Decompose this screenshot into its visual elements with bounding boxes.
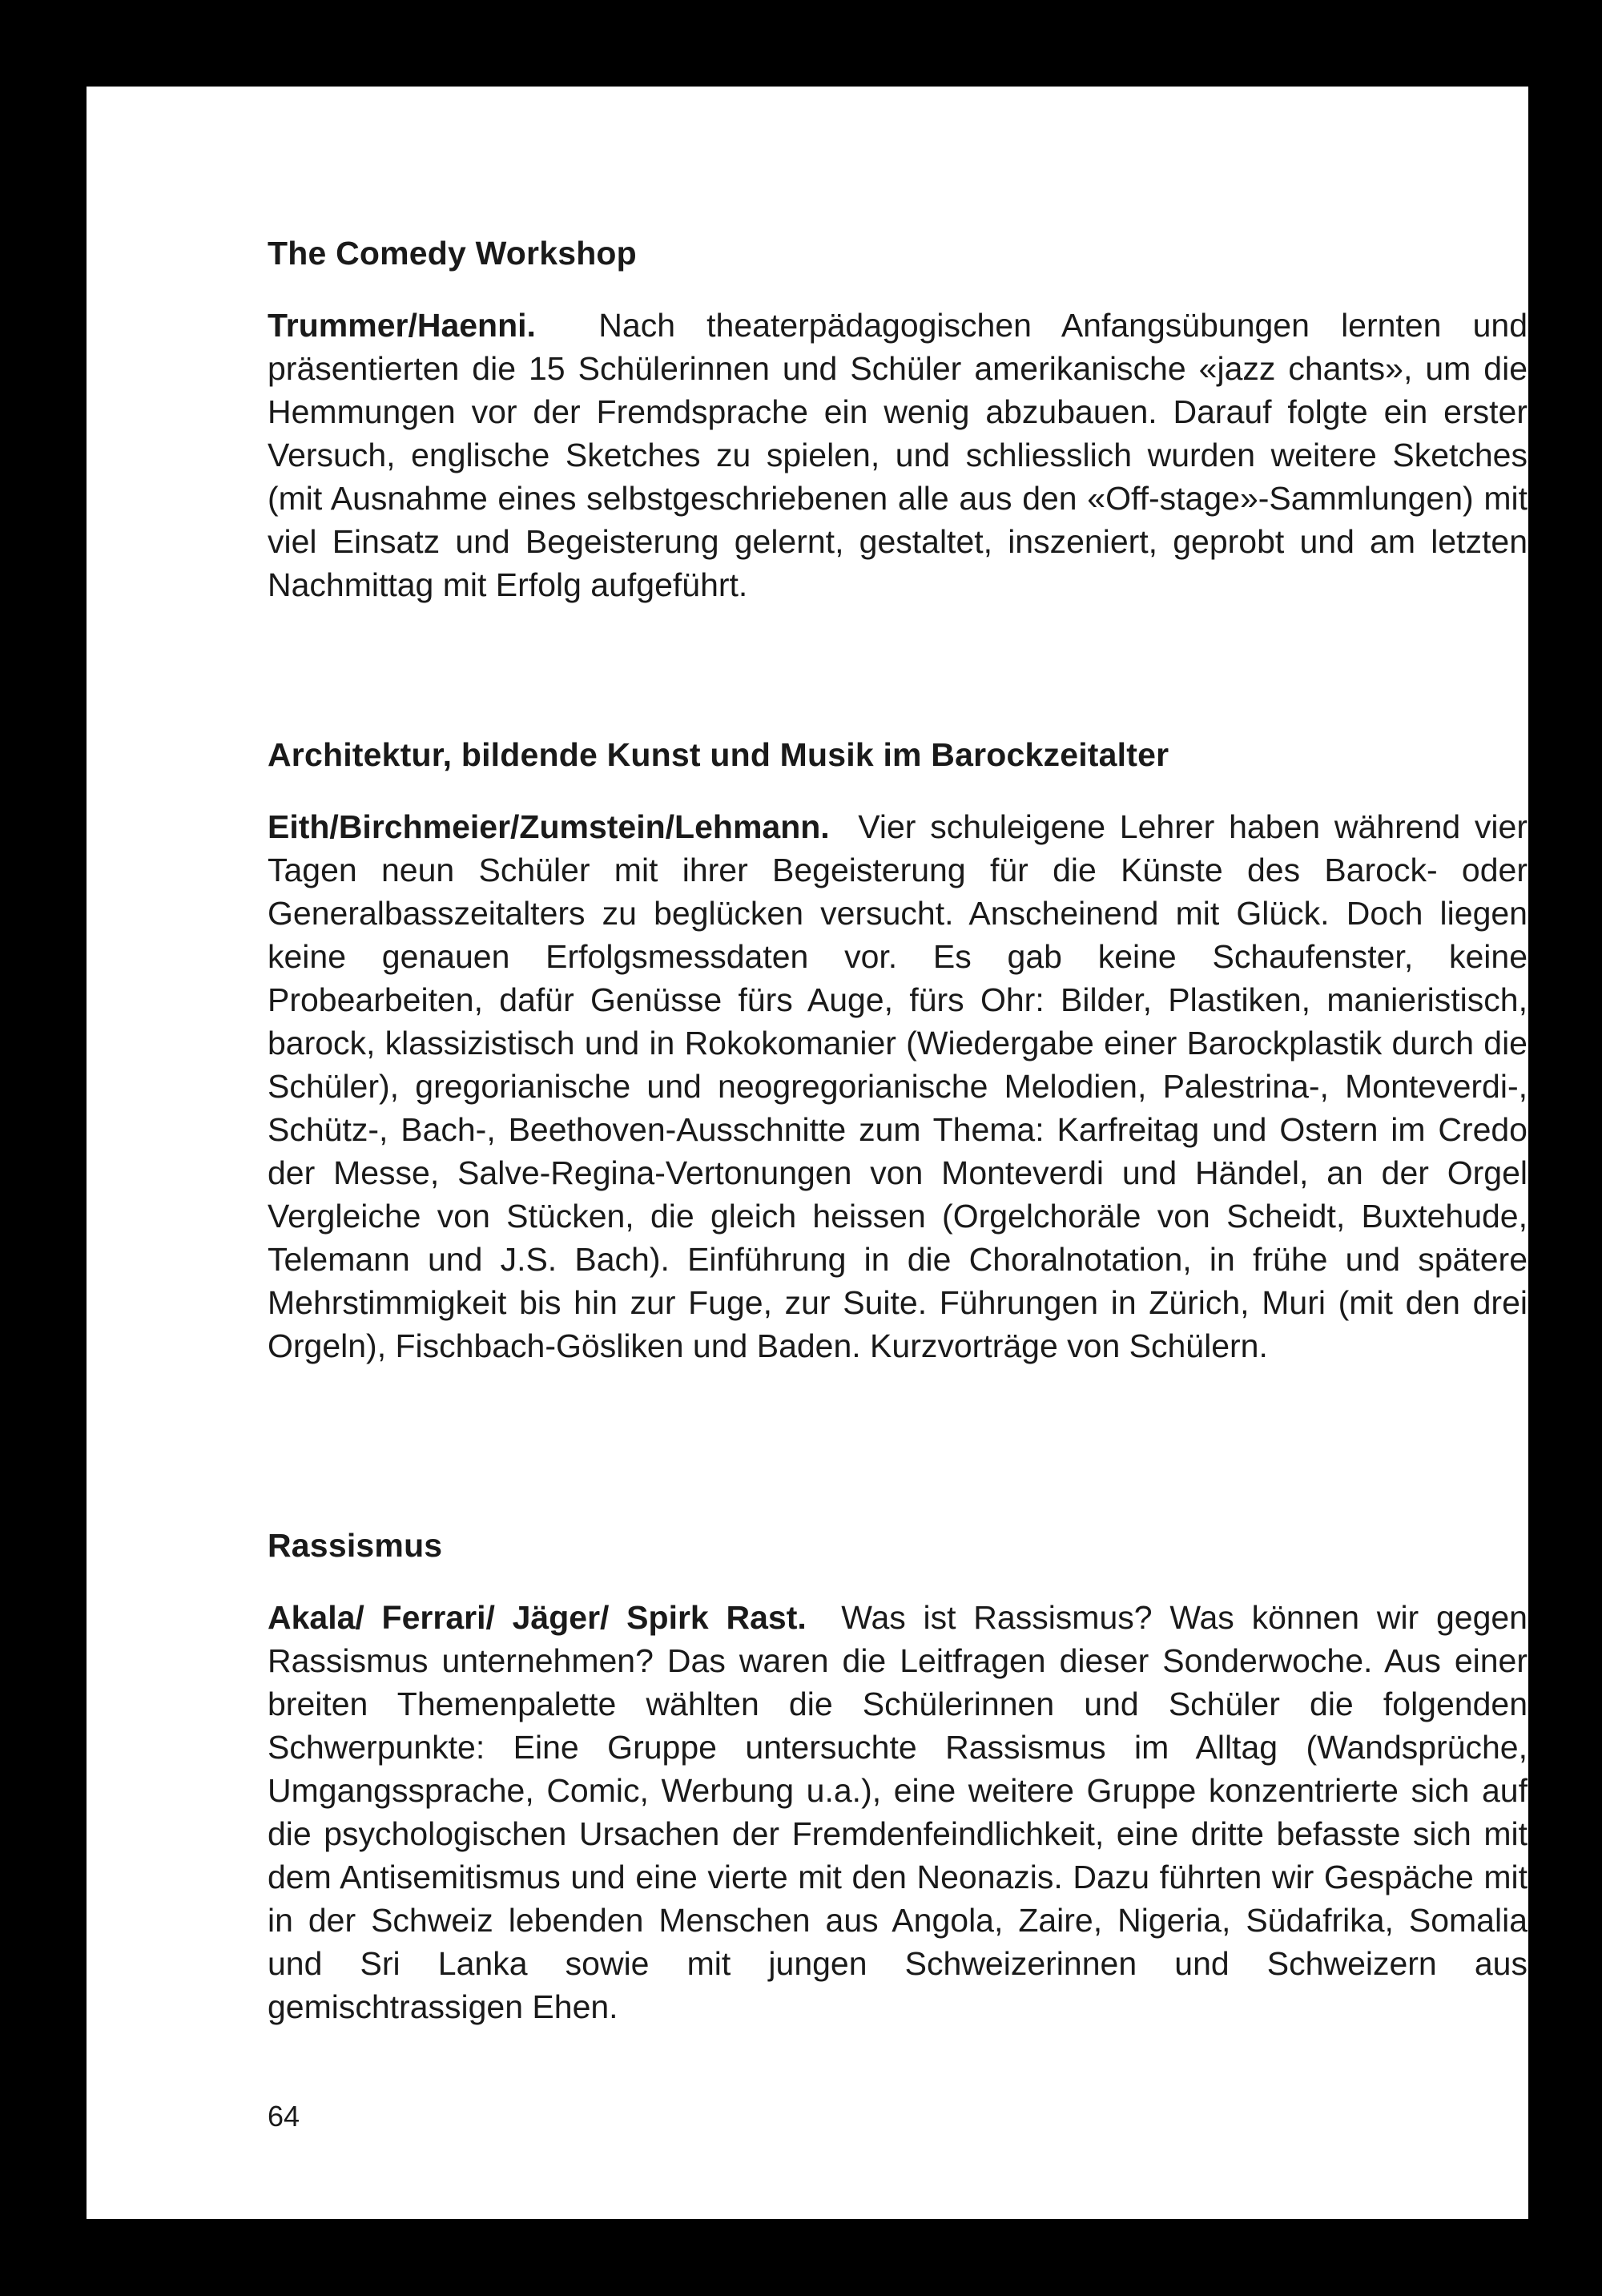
section-body	[268, 805, 1528, 1368]
section-authors: Akala/ Ferrari/ Jäger/ Spirk Rast.	[268, 1599, 807, 1636]
section-title: Rassismus	[268, 1527, 443, 1564]
section-title: Architektur, bildende Kunst und Musik im Barockzeitalter	[268, 736, 1169, 773]
page-number: 64	[268, 2100, 300, 2133]
document-page	[87, 87, 1528, 2219]
section-authors: Eith/Birchmeier/Zumstein/Lehmann.	[268, 808, 830, 845]
section-text: Vier schuleigene Lehrer haben während vier Tagen neun Schüler mit ihrer Begeisterung für die Künste des Barock- oder Generalbasszeitalters zu beglücken versucht. Anscheinend mit Glück. Doch liegen keine genauen Erfolgsmessdaten vor. Es gab keine Schaufenster, keine Probearbeiten, dafür Genüsse fürs Auge, fürs Ohr: Bilder, Plastiken, manieristisch, barock, klassizistisch und in Rokokomanier (Wiedergabe einer Barockplastik durch die Schüler), gregorianische und neogregorianische Melodien, Palestrina-, Monteverdi-, Schütz-, Bach-, Beethoven-Ausschnitte zum Thema: Karfreitag und Ostern im Credo der Messe, Salve-Regina-Vertonungen von Monteverdi und Händel, an der Orgel Vergleiche von Stücken, die gleich heissen (Orgelchoräle von Scheidt, Buxtehude, Telemann und J.S. Bach). Einführung in die Choralnotation, in frühe und spätere Mehrstimmigkeit bis hin zur Fuge, zur Suite. Führungen in Zürich, Muri (mit den drei Orgeln), Fischbach-Gösliken und Baden. Kurzvorträge von Schülern.	[268, 808, 1528, 1364]
section-authors: Trummer/Haenni.	[268, 307, 536, 344]
section-body	[268, 304, 1528, 606]
section-comedy-workshop	[268, 232, 1528, 606]
section-text: Nach theaterpädagogischen Anfangsübungen lernten und präsentierten die 15 Schülerinnen und Schüler amerikanische «jazz chants», um die Hemmungen vor der Fremdsprache ein wenig abzubauen. Darauf folgte ein erster Versuch, englische Sketches zu spielen, und schliesslich wurden weitere Sketches (mit Ausnahme eines selbstgeschriebenen alle aus den «Off-stage»-Sammlungen) mit viel Einsatz und Begeisterung gelernt, gestaltet, inszeniert, geprobt und am letzten Nachmittag mit Erfolg aufgeführt.	[268, 307, 1528, 603]
section-body	[268, 1596, 1528, 2028]
section-text: Was ist Rassismus? Was können wir gegen Rassismus unternehmen? Das waren die Leitfragen dieser Sonderwoche. Aus einer breiten Themenpalette wählten die Schülerinnen und Schüler die folgenden Schwerpunkte: Eine Gruppe untersuchte Rassismus im Alltag (Wandsprüche, Umgangssprache, Comic, Werbung u.a.), eine weitere Gruppe konzentrierte sich auf die psychologischen Ursachen der Fremdenfeindlichkeit, eine dritte befasste sich mit dem Antisemitismus und eine vierte mit den Neonazis. Dazu führten wir Gespäche mit in der Schweiz lebenden Menschen aus Angola, Zaire, Nigeria, Südafrika, Somalia und Sri Lanka sowie mit jungen Schweizerinnen und Schweizern aus gemischtrassigen Ehen.	[268, 1599, 1528, 2025]
section-title: The Comedy Workshop	[268, 235, 637, 272]
section-rassismus	[268, 1525, 1528, 2028]
section-barock	[268, 734, 1528, 1368]
